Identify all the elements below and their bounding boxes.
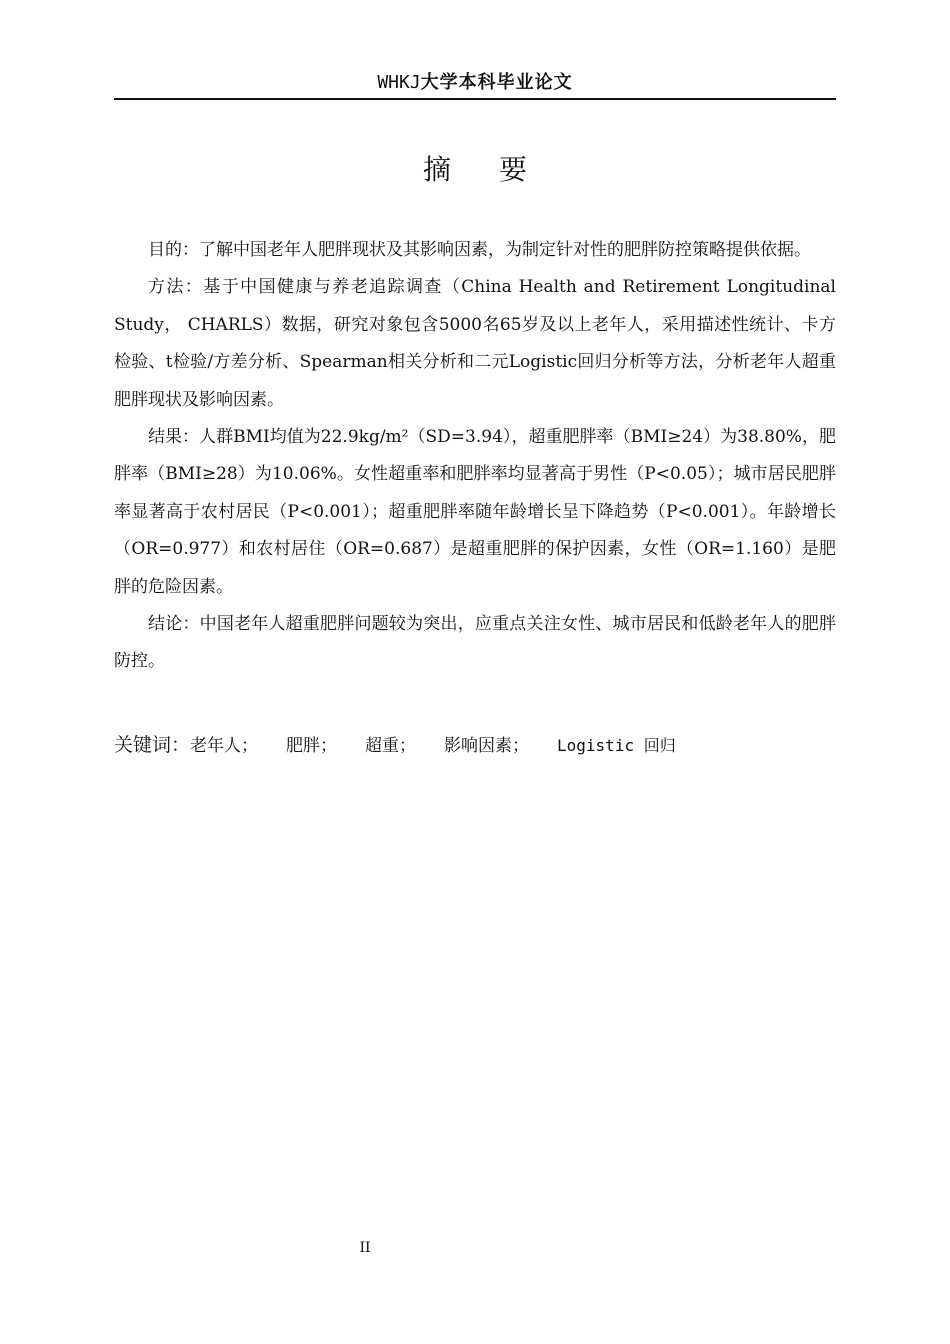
keywords-label: 关键词： (114, 734, 191, 756)
paragraph-conclusion: 结论：中国老年人超重肥胖问题较为突出，应重点关注女性、城市居民和低龄老年人的肥胖防控。 (114, 614, 836, 672)
paragraph-purpose: 目的：了解中国老年人肥胖现状及其影响因素，为制定针对性的肥胖防控策略提供依据。 (148, 240, 811, 260)
paragraph-methods: 方法：基于中国健康与养老追踪调查（China Health and Retirement Longitudinal Study， CHARLS）数据，研究对象包含5000名65岁及以上老年人，采用描述性统计、卡方检验、t检验/方差分析、Spearman相关分析和二元Logistic回归分析等方法，分析老年人超重肥胖现状及影响因素。 (114, 277, 836, 410)
keyword-item: 影响因素； (444, 736, 530, 756)
keywords-line (114, 728, 836, 763)
header-rule (114, 98, 836, 100)
keyword-item: Logistic 回归 (557, 736, 676, 755)
keyword-item: 老年人； (190, 736, 259, 756)
page-number: II (359, 1240, 371, 1256)
keyword-item: 肥胖； (286, 736, 338, 756)
paragraph-results: 结果：人群BMI均值为22.9kg/m²（SD=3.94），超重肥胖率（BMI≥24）为38.80%，肥胖率（BMI≥28）为10.06%。女性超重率和肥胖率均显著高于男性（P<0.05）；城市居民肥胖率显著高于农村居民（P<0.001）；超重肥胖率随年龄增长呈下降趋势（P<0.001）。年龄增长（OR=0.977）和农村居住（OR=0.687）是超重肥胖的保护因素，女性（OR=1.160）是肥胖的危险因素。 (114, 427, 836, 597)
header-school-code: WHKJ (377, 72, 421, 93)
keyword-item: 超重； (365, 736, 417, 756)
header-title: 大学本科毕业论文 (420, 72, 573, 93)
abstract-title: 摘要 (422, 153, 575, 186)
running-header (114, 70, 836, 96)
abstract-body (114, 232, 836, 681)
